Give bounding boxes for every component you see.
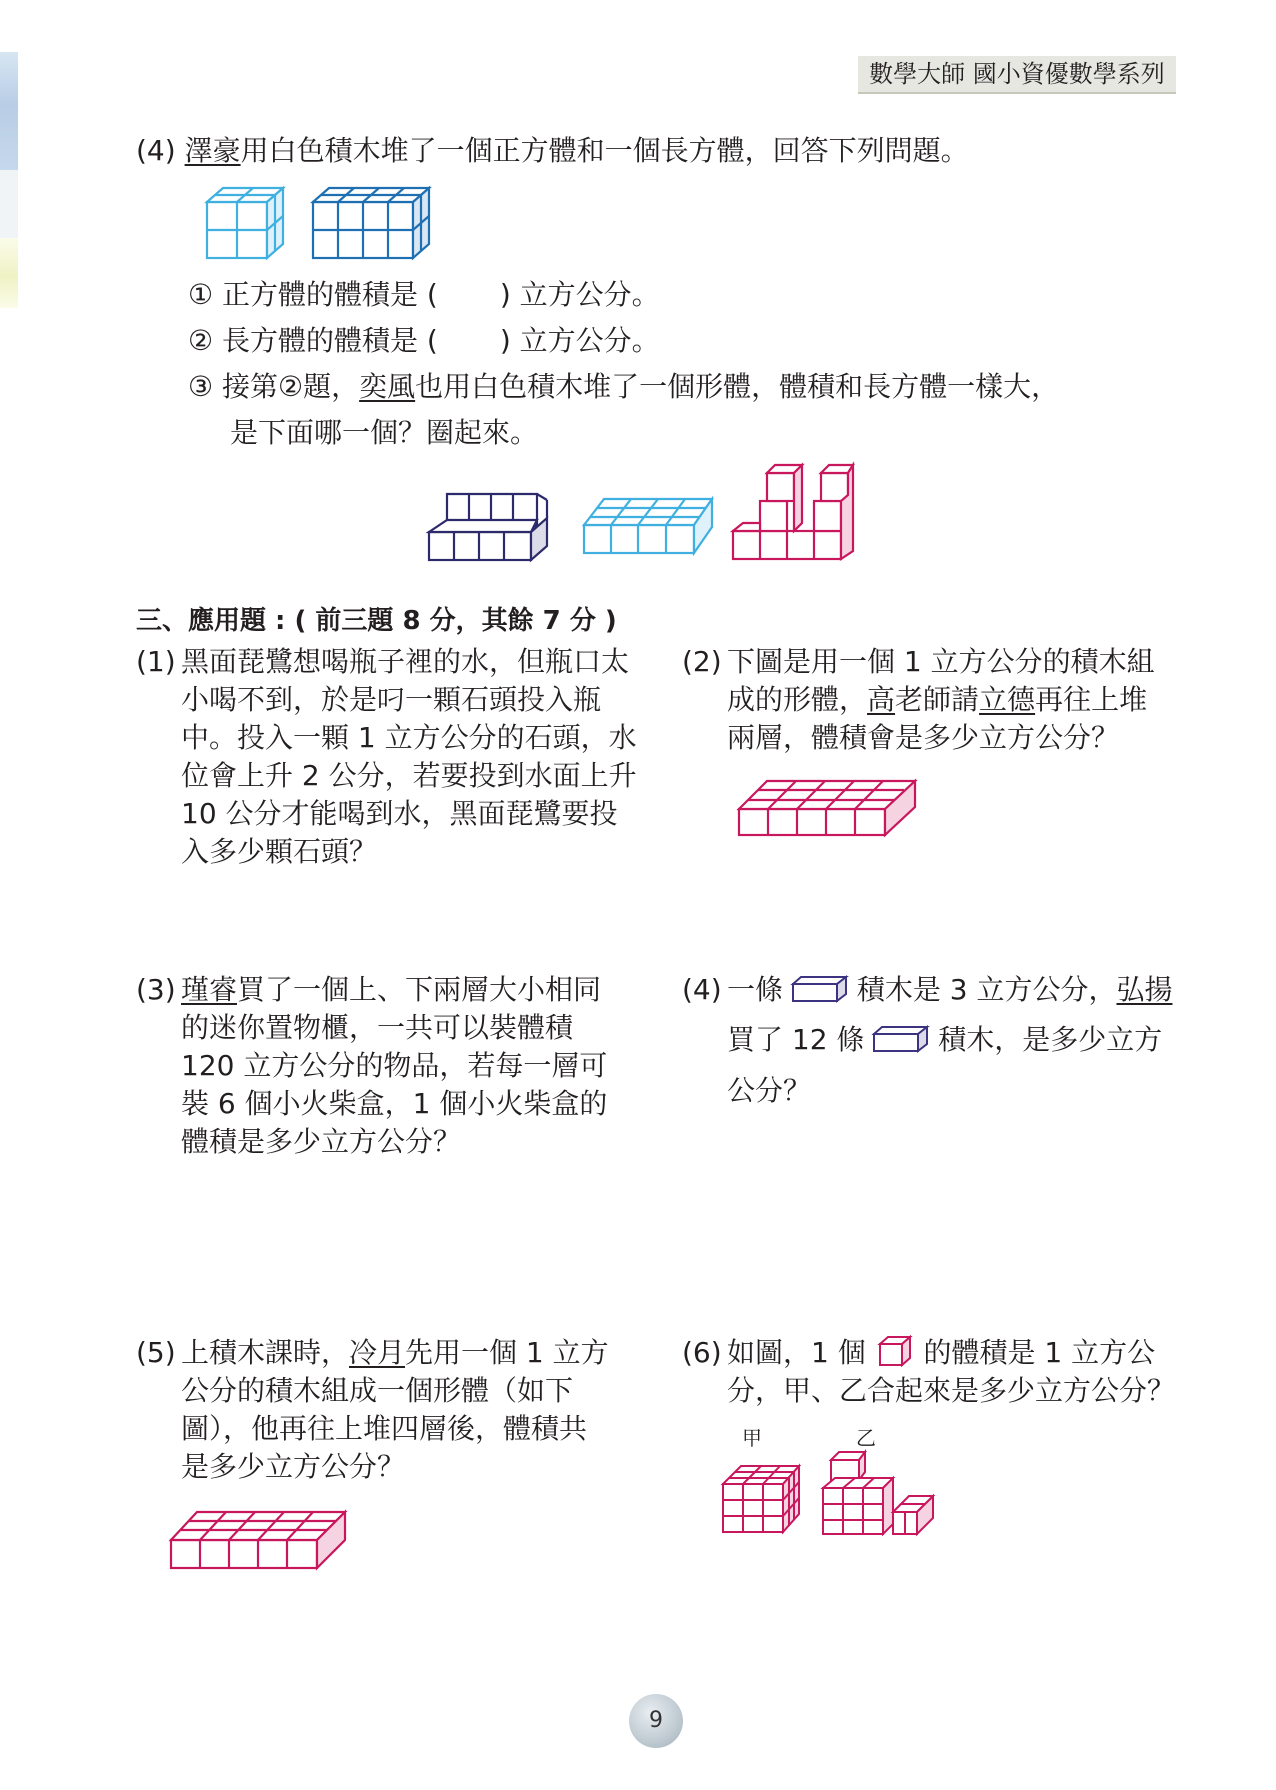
p5-line2: 公分的積木組成一個形體（如下 bbox=[181, 1374, 574, 1407]
p4-person-name: 弘揚 bbox=[1116, 973, 1173, 1006]
side-decoration-blue bbox=[0, 52, 18, 170]
p1-line3: 中。投入一顆 1 立方公分的石頭，水 bbox=[181, 721, 637, 754]
p2-line2 bbox=[727, 681, 1147, 719]
p5-block-figure bbox=[169, 1510, 347, 1570]
p2-number: (2) bbox=[682, 645, 722, 678]
p6-label-yi: 乙 bbox=[856, 1426, 876, 1450]
p4-line1-post: 積木是 3 立方公分， bbox=[856, 973, 1117, 1006]
q4-sub1 bbox=[188, 276, 660, 314]
p6-line1 bbox=[727, 1334, 1155, 1372]
p3-line1 bbox=[181, 971, 601, 1009]
side-decoration-yellow bbox=[0, 238, 18, 308]
q4-sub2 bbox=[188, 322, 660, 360]
q4-sub3-person-name: 奕風 bbox=[359, 370, 416, 403]
q4-option-a-shape[interactable] bbox=[427, 492, 549, 562]
p5-line3: 圖），他再往上堆四層後，體積共 bbox=[181, 1412, 588, 1445]
p2-line1: 下圖是用一個 1 立方公分的積木組 bbox=[727, 645, 1155, 678]
p6-number: (6) bbox=[682, 1336, 722, 1369]
p3-line3: 120 立方公分的物品，若每一層可 bbox=[181, 1049, 608, 1082]
q4-option-b-shape[interactable] bbox=[582, 497, 714, 555]
q4-sub3-text-pre: 接第②題， bbox=[222, 370, 360, 403]
q4-sub2-text-a: 長方體的體積是 ( bbox=[222, 324, 438, 357]
q4-number: (4) bbox=[136, 134, 176, 167]
p5-line4: 是多少立方公分？ bbox=[181, 1450, 406, 1483]
section3-heading: 三、應用題 : ( 前三題 8 分，其餘 7 分 ) bbox=[136, 606, 617, 636]
q4-cuboid-figure bbox=[311, 186, 431, 260]
p2-student-name: 立德 bbox=[979, 683, 1036, 716]
q4-cube-figure bbox=[205, 186, 285, 260]
q4-person-name: 澤豪 bbox=[184, 134, 241, 167]
q4-stem-text: 用白色積木堆了一個正方體和一個長方體，回答下列問題。 bbox=[240, 134, 969, 167]
p6-line2: 分，甲、乙合起來是多少立方公分？ bbox=[727, 1374, 1176, 1407]
p3-line5: 體積是多少立方公分？ bbox=[181, 1125, 462, 1158]
p2-line2-pre: 成的形體， bbox=[727, 683, 868, 716]
p6-figure-yi bbox=[821, 1446, 935, 1536]
q4-sub3-text-post: 也用白色積木堆了一個形體，體積和長方體一樣大， bbox=[415, 370, 1060, 403]
p2-block-figure bbox=[737, 779, 917, 837]
p5-number: (5) bbox=[136, 1336, 176, 1369]
p5-line1-pre: 上積木課時， bbox=[181, 1336, 350, 1369]
p4-line3: 公分？ bbox=[727, 1074, 812, 1107]
p6-line1-pre: 如圖，1 個 bbox=[727, 1336, 866, 1369]
p4-line2-post: 積木，是多少立方 bbox=[938, 1023, 1163, 1056]
side-decoration-gray bbox=[0, 170, 18, 238]
p1-line1: 黑面琵鷺想喝瓶子裡的水，但瓶口太 bbox=[181, 645, 630, 678]
q4-sub3-line2: 是下面哪一個？圈起來。 bbox=[230, 416, 539, 449]
rod-block-icon bbox=[873, 1026, 929, 1052]
p2-line3: 兩層，體積會是多少立方公分？ bbox=[727, 721, 1120, 754]
p4-line1 bbox=[727, 971, 1172, 1009]
p5-line1 bbox=[181, 1334, 609, 1372]
p6-figure-jia bbox=[721, 1464, 801, 1534]
p1-line4: 位會上升 2 公分，若要投到水面上升 bbox=[181, 759, 637, 792]
p2-line2-post: 再往上堆 bbox=[1035, 683, 1148, 716]
p3-line2: 的迷你置物櫃，一共可以裝體積 bbox=[181, 1011, 574, 1044]
page-number: 9 bbox=[629, 1694, 683, 1748]
p1-line5: 10 公分才能喝到水，黑面琵鷺要投 bbox=[181, 797, 618, 830]
p3-person-name: 瑾睿 bbox=[181, 973, 238, 1006]
p5-line1-post: 先用一個 1 立方 bbox=[405, 1336, 609, 1369]
p4-number: (4) bbox=[682, 973, 722, 1006]
p3-number: (3) bbox=[136, 973, 176, 1006]
q4-sub3 bbox=[188, 368, 1059, 406]
p2-line2-mid: 老師請 bbox=[895, 683, 980, 716]
rod-block-icon bbox=[792, 976, 848, 1002]
p3-line4: 裝 6 個小火柴盒，1 個小火柴盒的 bbox=[181, 1087, 608, 1120]
p4-line2-pre: 買了 12 條 bbox=[727, 1023, 865, 1056]
p1-line2: 小喝不到，於是叼一顆石頭投入瓶 bbox=[181, 683, 602, 716]
q4-sub1-text-b: ) 立方公分。 bbox=[499, 278, 660, 311]
p1-number: (1) bbox=[136, 645, 176, 678]
p3-line1-post: 買了一個上、下兩層大小相同 bbox=[237, 973, 602, 1006]
q4-option-c-shape[interactable] bbox=[731, 461, 855, 561]
q4-sub3-marker: ③ bbox=[188, 370, 214, 403]
series-header: 數學大師 國小資優數學系列 bbox=[858, 56, 1176, 94]
q4-stem bbox=[136, 132, 969, 170]
q4-sub1-text-a: 正方體的體積是 ( bbox=[222, 278, 438, 311]
q4-sub2-marker: ② bbox=[188, 324, 214, 357]
q4-sub1-marker: ① bbox=[188, 278, 214, 311]
p4-line2 bbox=[727, 1021, 1162, 1059]
p6-line1-post: 的體積是 1 立方公 bbox=[923, 1336, 1156, 1369]
q4-sub2-text-b: ) 立方公分。 bbox=[499, 324, 660, 357]
p4-line1-pre: 一條 bbox=[727, 973, 784, 1006]
p2-teacher-name: 高 bbox=[867, 683, 896, 716]
p5-person-name: 冷月 bbox=[349, 1336, 406, 1369]
unit-cube-icon bbox=[879, 1336, 911, 1366]
p6-label-jia: 甲 bbox=[742, 1426, 762, 1450]
p1-line6: 入多少顆石頭？ bbox=[181, 835, 378, 868]
